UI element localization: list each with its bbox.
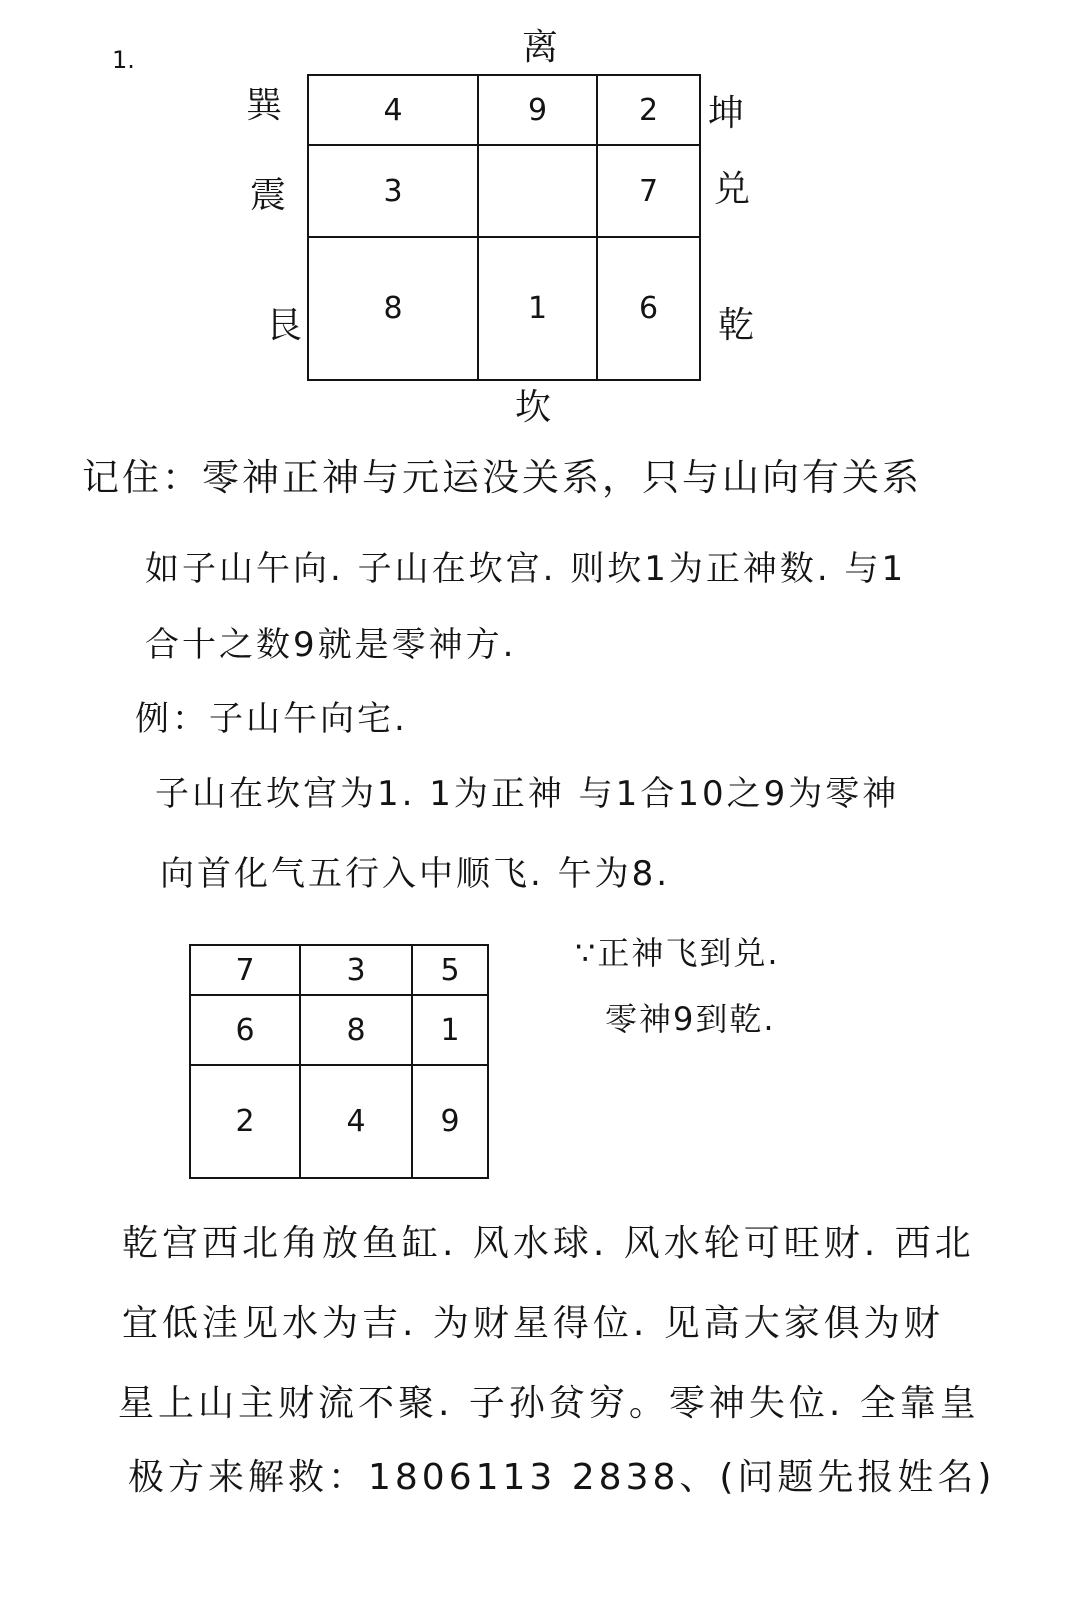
example-line: 向首化气五行入中顺飞. 午为8. (160, 854, 671, 894)
label-bottom-kan: 坎 (515, 387, 552, 428)
conclusion-line: 极方来解救：1806113 2838、(问题先报姓名) (128, 1457, 996, 1498)
grid-cell: 5 (413, 946, 489, 996)
grid-cell: 9 (413, 1066, 489, 1179)
luoshu-grid (307, 74, 701, 381)
label-left-xun: 巽 (246, 85, 283, 126)
page-number: 1. (112, 46, 135, 74)
side-note: 零神9到乾. (605, 1000, 776, 1038)
conclusion-line: 宜低洼见水为吉. 为财星得位. 见高大家俱为财 (122, 1303, 944, 1344)
grid-cell: 3 (301, 946, 413, 996)
label-top-li: 离 (522, 27, 559, 68)
example-title: 例：子山午向宅. (135, 699, 408, 739)
grid-cell: 4 (309, 76, 479, 146)
grid-cell: 4 (301, 1066, 413, 1179)
grid-cell: 1 (479, 238, 598, 381)
label-right-qian: 乾 (718, 305, 755, 346)
label-right-kun: 坤 (708, 93, 745, 134)
label-left-zhen: 震 (250, 175, 287, 216)
note-remember: 记住：零神正神与元运没关系，只与山向有关系 (82, 456, 922, 499)
grid-cell: 1 (413, 996, 489, 1066)
grid-cell: 6 (191, 996, 301, 1066)
flying-star-grid (189, 944, 489, 1179)
conclusion-line: 星上山主财流不聚. 子孙贫穷。零神失位. 全靠皇 (118, 1383, 980, 1424)
note-explanation-line: 合十之数9就是零神方. (145, 625, 517, 665)
grid-cell-center (479, 146, 598, 238)
grid-cell: 8 (309, 238, 479, 381)
grid-cell: 9 (479, 76, 598, 146)
label-left-gen: 艮 (266, 305, 303, 346)
grid-cell: 3 (309, 146, 479, 238)
grid-cell: 7 (191, 946, 301, 996)
grid-cell: 2 (598, 76, 701, 146)
grid-cell: 7 (598, 146, 701, 238)
example-line: 子山在坎宫为1. 1为正神 与1合10之9为零神 (155, 774, 900, 814)
grid-cell-center: 8 (301, 996, 413, 1066)
note-explanation-line: 如子山午向. 子山在坎宫. 则坎1为正神数. 与1 (145, 549, 907, 589)
side-note: ∵正神飞到兑. (575, 934, 780, 972)
grid-cell: 6 (598, 238, 701, 381)
label-right-dui: 兑 (714, 169, 751, 210)
conclusion-line: 乾宫西北角放鱼缸. 风水球. 风水轮可旺财. 西北 (122, 1223, 975, 1264)
grid-cell: 2 (191, 1066, 301, 1179)
